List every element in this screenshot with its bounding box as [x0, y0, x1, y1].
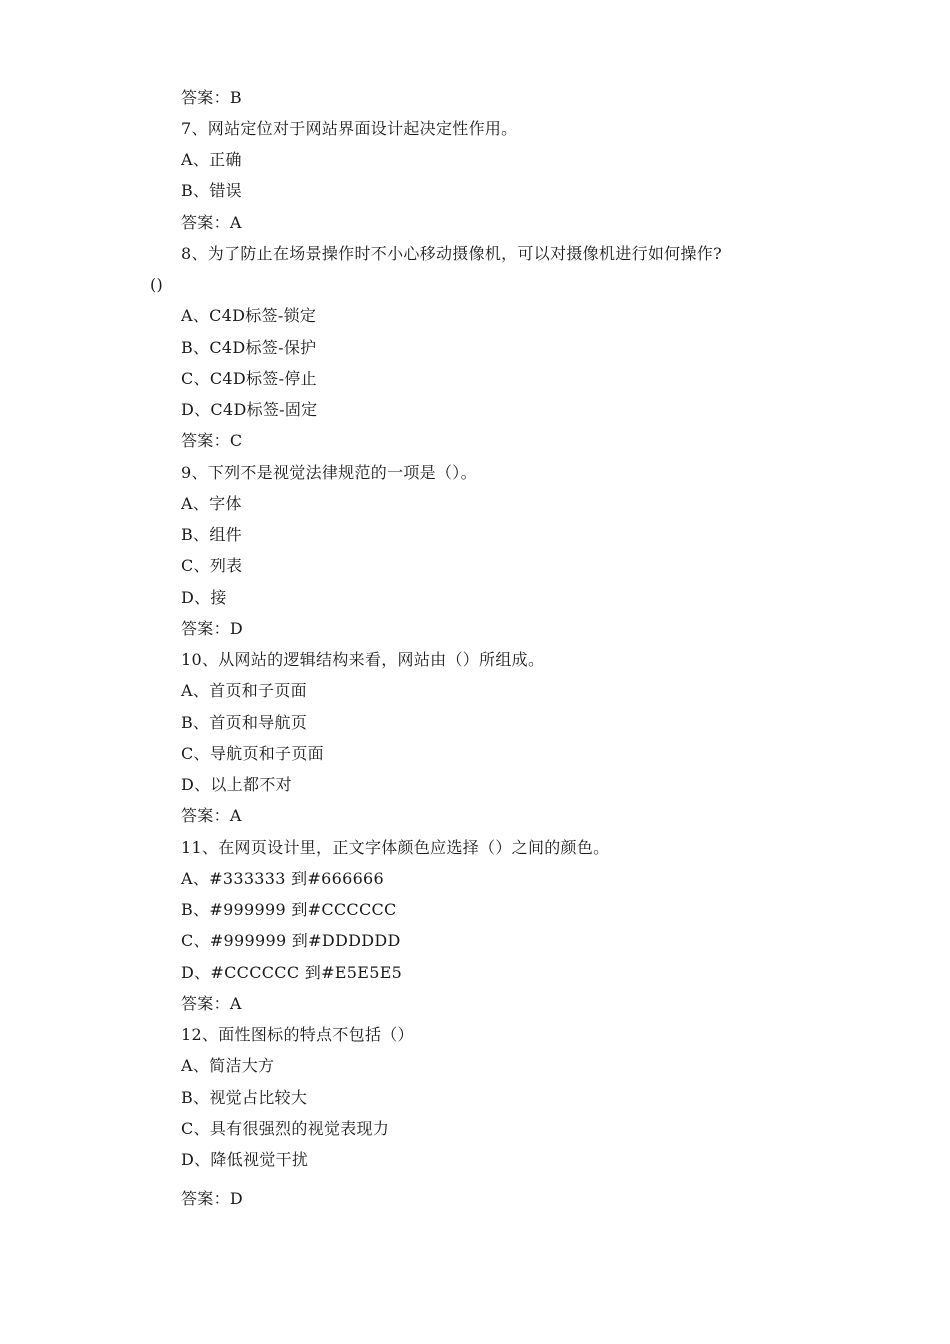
option-11-b: B、#999999 到#CCCCCC [181, 900, 397, 919]
option-12-b: B、视觉占比较大 [181, 1088, 308, 1107]
option-10-a: A、首页和子页面 [181, 681, 307, 700]
question-11: 11、在网页设计里，正文字体颜色应选择（）之间的颜色。 [181, 838, 610, 857]
option-8-c: C、C4D标签-停止 [181, 369, 317, 388]
answer-9: 答案：D [181, 619, 244, 638]
question-8: 8、为了防止在场景操作时不小心移动摄像机，可以对摄像机进行如何操作? [181, 244, 722, 263]
option-8-a: A、C4D标签-锁定 [181, 306, 317, 325]
option-12-d: D、降低视觉干扰 [181, 1150, 309, 1169]
option-12-c: C、具有很强烈的视觉表现力 [181, 1119, 390, 1138]
question-12: 12、面性图标的特点不包括（） [181, 1025, 414, 1044]
option-11-d: D、#CCCCCC 到#E5E5E5 [181, 963, 403, 982]
question-7: 7、网站定位对于网站界面设计起决定性作用。 [181, 119, 518, 138]
option-8-d: D、C4D标签-固定 [181, 400, 318, 419]
answer-10: 答案：A [181, 806, 242, 825]
answer-7: 答案：A [181, 213, 242, 232]
option-9-d: D、接 [181, 588, 227, 607]
option-11-a: A、#333333 到#666666 [181, 869, 385, 888]
option-7-b: B、错误 [181, 181, 242, 200]
question-8-continuation: () [150, 275, 164, 294]
question-10: 10、从网站的逻辑结构来看，网站由（）所组成。 [181, 650, 545, 669]
option-10-b: B、首页和导航页 [181, 713, 308, 732]
answer-11: 答案：A [181, 994, 242, 1013]
question-9: 9、下列不是视觉法律规范的一项是（）。 [181, 463, 477, 482]
option-12-a: A、简洁大方 [181, 1056, 275, 1075]
option-8-b: B、C4D标签-保护 [181, 338, 317, 357]
option-9-a: A、字体 [181, 494, 242, 513]
option-10-c: C、导航页和子页面 [181, 744, 324, 763]
answer-8: 答案：C [181, 431, 243, 450]
answer-12: 答案：D [181, 1189, 244, 1208]
option-9-c: C、列表 [181, 556, 243, 575]
option-9-b: B、组件 [181, 525, 242, 544]
option-11-c: C、#999999 到#DDDDDD [181, 931, 401, 950]
answer-6: 答案：B [181, 88, 242, 107]
option-7-a: A、正确 [181, 150, 242, 169]
option-10-d: D、以上都不对 [181, 775, 292, 794]
